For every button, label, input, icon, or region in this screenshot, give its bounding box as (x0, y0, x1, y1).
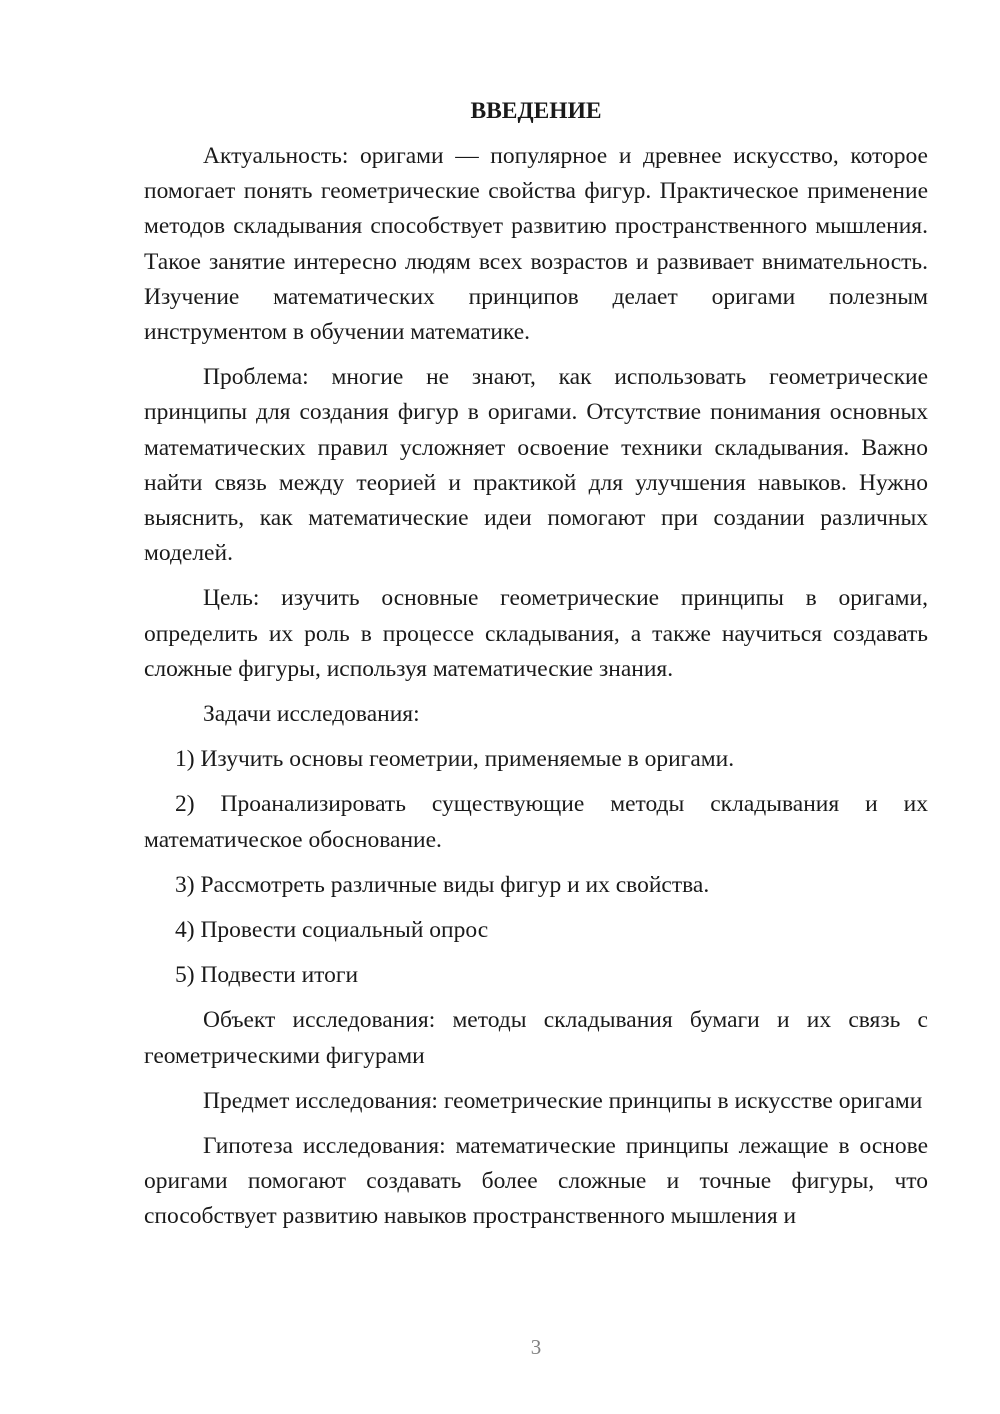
task-item-1: 1) Изучить основы геометрии, применяемые в оригами. (175, 746, 735, 773)
paragraph-tasks-title: Задачи исследования: (203, 701, 420, 728)
paragraph-subject: Предмет исследования: геометрические принципы в искусстве оригами (203, 1087, 923, 1114)
page-content (144, 94, 928, 1235)
paragraph-relevance: Актуальность: оригами — популярное и древнее искусство, которое помогает понять геометрические свойства фигур. Практическое применение методов складывания способствует развитию пространственного мышления. Такое занятие интересно людям всех возрастов и развивает внимательность. Изучение математических принципов делает оригами полезным инструментом в обучении математике. (144, 143, 928, 346)
task-item-2: 2) Проанализировать существующие методы складывания и их математическое обоснование. (144, 791, 928, 853)
paragraph-goal: Цель: изучить основные геометрические принципы в оригами, определить их роль в процессе складывания, а также научиться создавать сложные фигуры, используя математические знания. (144, 585, 928, 682)
paragraph-object: Объект исследования: методы складывания бумаги и их связь с геометрическими фигурами (144, 1007, 928, 1069)
page-number: 3 (530, 1335, 542, 1359)
paragraph-problem: Проблема: многие не знают, как использовать геометрические принципы для создания фигур в оригами. Отсутствие понимания основных математических правил усложняет освоение техники складывания. Важно найти связь между теорией и практикой для улучшения навыков. Нужно выяснить, как математические идеи помогают при создании различных моделей. (144, 364, 928, 567)
paragraph-hypothesis: Гипотеза исследования: математические принципы лежащие в основе оригами помогают создавать более сложные и точные фигуры, что способствует развитию навыков пространственного мышления и (144, 1133, 928, 1230)
task-item-4: 4) Провести социальный опрос (175, 917, 489, 944)
section-heading: ВВЕДЕНИЕ (470, 98, 602, 124)
task-item-3: 3) Рассмотреть различные виды фигур и их свойства. (175, 871, 710, 898)
task-item-5: 5) Подвести итоги (175, 962, 359, 989)
